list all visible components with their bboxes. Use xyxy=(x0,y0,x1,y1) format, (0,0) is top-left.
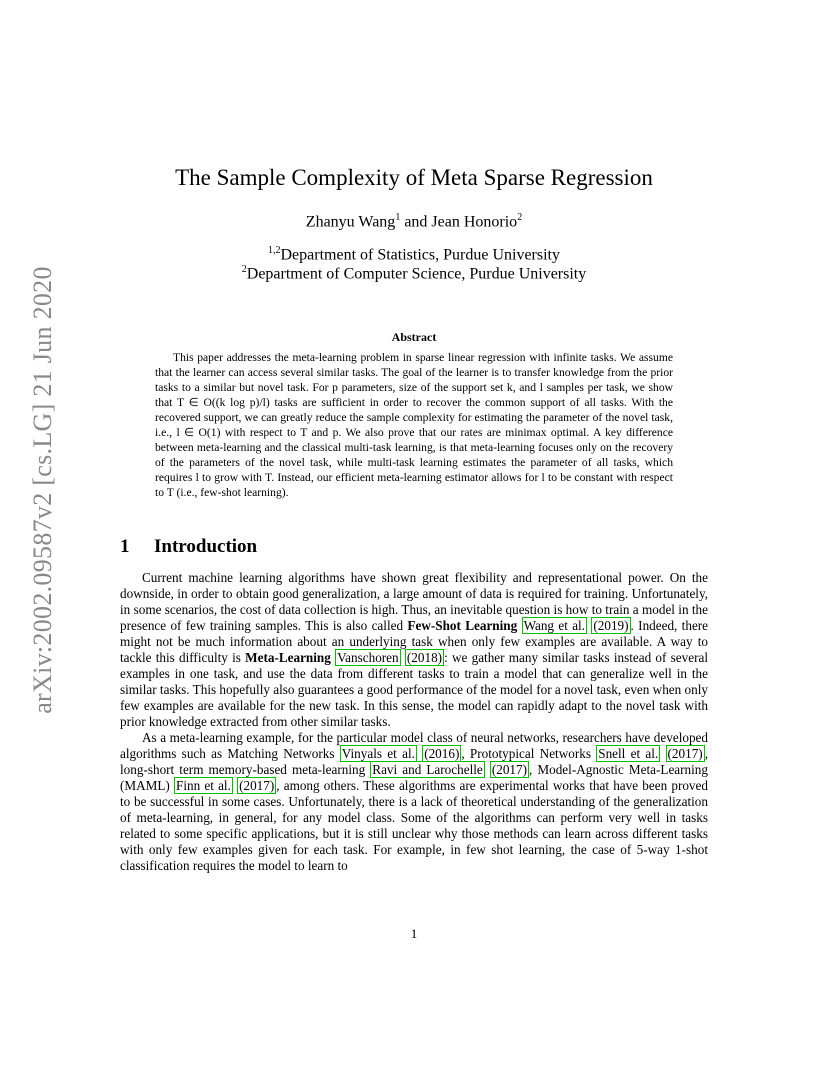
paragraph-1 xyxy=(120,570,708,730)
affiliation-2-mark: 2 xyxy=(241,264,247,275)
citation-year-link[interactable]: (2017) xyxy=(491,762,528,777)
arxiv-identifier[interactable]: arXiv:2002.09587v2 [cs.LG] 21 Jun 2020 xyxy=(28,266,58,714)
author-conjunction: and xyxy=(400,213,432,231)
bold-term: Few-Shot Learning xyxy=(407,618,518,633)
arxiv-watermark xyxy=(18,266,68,714)
citation-year-link[interactable]: (2017) xyxy=(667,746,703,761)
body-text xyxy=(120,570,708,874)
paragraph-2 xyxy=(120,730,708,874)
section-title: Introduction xyxy=(154,536,258,557)
author-2-affil-mark: 2 xyxy=(517,212,523,223)
text-run: , Prototypical Networks xyxy=(461,746,597,761)
author-1-affil-mark: 1 xyxy=(395,212,401,223)
citation-link[interactable]: Vinyals et al. xyxy=(341,746,415,761)
citation-link[interactable]: Ravi and Larochelle xyxy=(372,762,483,777)
affiliation-1 xyxy=(0,245,828,264)
text-run: As a meta-learning example, for the particular model class of neural networks, researchers have developed algorithms such as Matching Networks xyxy=(120,730,708,761)
citation-link[interactable]: Vanschoren xyxy=(337,650,399,665)
affiliation-2 xyxy=(0,264,828,283)
abstract-body: This paper addresses the meta-learning problem in sparse linear regression with infinite tasks. We assume that the learner can access several similar tasks. The goal of the learner is to transfer knowledge from the prior tasks to a similar but novel task. For p parameters, size of the support set k, and l samples per task, we show that T ∈ O((k log p)/l) tasks are sufficient in order to recover the common support of all tasks. With the recovered support, we can greatly reduce the sample complexity for estimating the parameter of the novel task, i.e., l ∈ O(1) with respect to T and p. We also prove that our rates are minimax optimal. A key difference between meta-learning and the classical multi-task learning, is that meta-learning focuses only on the recovery of the parameters of the novel task, while multi-task learning estimates the parameter of all tasks, which requires l to grow with T. Instead, our efficient meta-learning estimator allows for l to be constant with respect to T (i.e., few-shot learning). xyxy=(155,351,673,499)
author-list xyxy=(0,212,828,231)
section-heading xyxy=(120,536,257,558)
citation-year-link[interactable]: (2019) xyxy=(593,618,629,633)
citation-year-link[interactable]: (2016) xyxy=(424,746,460,761)
affiliation-1-text: Department of Statistics, Purdue University xyxy=(280,246,560,264)
citation-year-link[interactable]: (2018) xyxy=(406,650,443,665)
space xyxy=(517,618,521,633)
text-run: , Model-Agnostic Meta-Learning (MAML) xyxy=(120,762,708,793)
section-number: 1 xyxy=(120,536,130,557)
author-2: Jean Honorio xyxy=(431,213,518,231)
affiliation-1-mark: 1,2 xyxy=(267,245,281,256)
affiliation-2-text: Department of Computer Science, Purdue University xyxy=(246,265,587,283)
page-number: 1 xyxy=(410,926,418,941)
citation-link[interactable]: Snell et al. xyxy=(598,746,659,761)
space xyxy=(660,746,665,761)
citation-link[interactable]: Finn et al. xyxy=(176,778,231,793)
citation-link[interactable]: Wang et al. xyxy=(523,618,586,633)
author-1: Zhanyu Wang xyxy=(305,213,396,231)
text-run: : we gather many similar tasks instead of several examples in one task, and use the data from different tasks to train a model that can generalize well in the similar tasks. This hopefully also guarantees a good performance of the model for a novel task, even when only few examples are available for the new task. In this sense, the model can rapidly adapt to the novel task with prior knowledge extracted from other similar tasks. xyxy=(120,650,708,729)
abstract-heading: Abstract xyxy=(391,330,437,344)
text-run: Current machine learning algorithms have shown great flexibility and representational power. On the downside, in order to obtain good generalization, a large amount of data is required for training. Unfortunately, in some scenarios, the cost of data collection is high. Thus, an inevitable question is how to train a model in the presence of few training samples. This is also called xyxy=(120,570,708,633)
paper-title: The Sample Complexity of Meta Sparse Regression xyxy=(175,165,653,190)
bold-term: Meta-Learning xyxy=(245,650,331,665)
text-run: . Indeed, there might not be much information about an underlying task when only few examples are available. A way to tackle this difficulty is xyxy=(120,618,709,665)
citation-year-link[interactable]: (2017) xyxy=(239,778,275,793)
text-run: , among others. These algorithms are experimental works that have been proved to be successful in some cases. Unfortunately, there is a lack of theoretical understanding of the generalization of meta-learning, in general, for any model class. Some of the algorithms can perform very well in tasks related to some specific applications, but it is still unclear why those methods can learn across different tasks with only few examples given for each task. For example, in few shot learning, the case of 5-way 1-shot classification requires the model to learn to xyxy=(120,778,708,873)
text-run: , long-short term memory-based meta-learning xyxy=(120,746,708,777)
